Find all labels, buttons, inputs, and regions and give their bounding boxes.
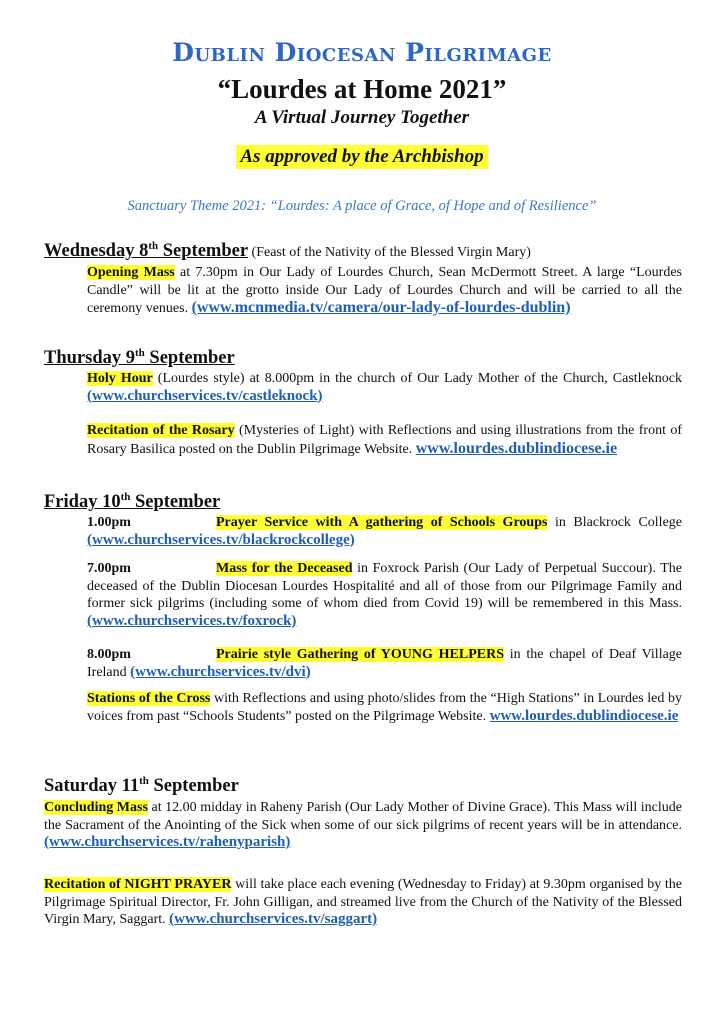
pilgrimage-website-link-1[interactable]: www.lourdes.dublindiocese.ie	[415, 439, 618, 457]
friday-schools-service: 1.00pm Prayer Service with A gathering of Schools Groups in Blackrock College (www.churchservices.tv/blackrockcollege)	[87, 515, 683, 548]
foxrock-link[interactable]: (www.churchservices.tv/foxrock)	[87, 612, 297, 629]
thursday-holy-hour: Holy Hour (Lourdes style) at 8.000pm in the church of Our Lady Mother of the Church, Castleknock (www.churchservices.tv/castleknock)	[87, 371, 682, 404]
thursday-rosary: Recitation of the Rosary (Mysteries of Light) with Reflections and using illustrations from the front of Rosary Basilica posted on the Dublin Pilgrimage Website. www.lourdes.dublindiocese.ie	[87, 423, 682, 457]
stations-highlight: Stations of the Cross	[87, 691, 211, 706]
night-prayer-highlight: Recitation of NIGHT PRAYER	[44, 877, 232, 892]
friday-deceased-mass: 7.00pm Mass for the Deceased in Foxrock Parish (Our Lady of Perpetual Succour). The deceased of the Dublin Diocesan Lourdes Hospitalité and all of those from our Pilgrimage Family and former sick pilgrims (including some of whom died from Covid 19) will be remembered in this Mass. (www.churchservices.tv/foxrock)	[87, 561, 682, 629]
mcnmedia-link[interactable]: (www.mcnmedia.tv/camera/our-lady-of-lourdes-dublin)	[191, 299, 571, 316]
night-prayer: Recitation of NIGHT PRAYER will take place each evening (Wednesday to Friday) at 9.30pm organised by the Pilgrimage Spiritual Director, Fr. John Gilligan, and streamed live from the Church of the Nativity of the Blessed Virgin Mary, Saggart. (www.churchservices.tv/saggart)	[44, 877, 683, 927]
friday-young-helpers: 8.00pm Prairie style Gathering of YOUNG HELPERS in the chapel of Deaf Village Ireland (www.churchservices.tv/dvi)	[87, 647, 683, 680]
pilgrimage-website-link-2[interactable]: www.lourdes.dublindiocese.ie	[489, 707, 679, 724]
friday-stations: Stations of the Cross with Reflections and using photo/slides from the “High Stations” in Lourdes led by voices from past “Schools Students” posted on the Pilgrimage Website. www.lourdes.dublindiocese.ie	[87, 691, 682, 724]
dvi-link[interactable]: (www.churchservices.tv/dvi)	[130, 663, 311, 680]
event-tagline: A Virtual Journey Together	[254, 107, 470, 128]
opening-mass-highlight: Opening Mass	[87, 265, 175, 280]
blackrock-link[interactable]: (www.churchservices.tv/blackrockcollege)	[87, 531, 355, 548]
friday-heading: Friday 10th September	[44, 491, 221, 513]
concluding-mass-highlight: Concluding Mass	[44, 800, 148, 815]
event-subtitle: “Lourdes at Home 2021”	[217, 74, 507, 104]
wednesday-note: (Feast of the Nativity of the Blessed Virgin Mary)	[248, 245, 531, 261]
wednesday-heading: Wednesday 8th September (Feast of the Nativity of the Blessed Virgin Mary)	[44, 240, 531, 262]
castleknock-link[interactable]: (www.churchservices.tv/castleknock)	[87, 387, 323, 404]
deceased-highlight: Mass for the Deceased	[216, 561, 353, 576]
raheny-link[interactable]: (www.churchservices.tv/rahenyparish)	[44, 834, 291, 850]
thursday-heading: Thursday 9th September	[44, 347, 235, 369]
approval-banner	[0, 145, 724, 169]
pilgrimage-title: Dublin Diocesan Pilgrimage	[172, 38, 552, 67]
schools-highlight: Prayer Service with A gathering of Schools Groups	[216, 515, 548, 530]
time-7pm: 7.00pm	[87, 561, 131, 576]
rosary-highlight: Recitation of the Rosary	[87, 423, 235, 438]
saturday-concluding-mass: Concluding Mass at 12.00 midday in Raheny Parish (Our Lady Mother of Divine Grace). This Mass will include the Sacrament of the Anointing of the Sick when some of our sick pilgrims of recent years will be in attendance. (www.churchservices.tv/rahenyparish)	[44, 800, 682, 850]
sanctuary-theme: Sanctuary Theme 2021: “Lourdes: A place of Grace, of Hope and of Resilience”	[127, 198, 597, 214]
approval-text: As approved by the Archbishop	[236, 145, 487, 169]
young-helpers-highlight: Prairie style Gathering of YOUNG HELPERS	[216, 647, 504, 662]
time-8pm: 8.00pm	[87, 647, 131, 662]
time-1pm: 1.00pm	[87, 515, 131, 530]
saggart-link[interactable]: (www.churchservices.tv/saggart)	[169, 911, 378, 927]
wednesday-opening-mass: Opening Mass at 7.30pm in Our Lady of Lourdes Church, Sean McDermott Street. A large “Lourdes Candle” will be lit at the grotto inside Our Lady of Lourdes Church and will be carried to all the ceremony venues. (www.mcnmedia.tv/camera/our-lady-of-lourdes-dublin)	[87, 265, 682, 316]
saturday-heading: Saturday 11th September	[44, 775, 239, 797]
holy-hour-highlight: Holy Hour	[87, 371, 153, 386]
